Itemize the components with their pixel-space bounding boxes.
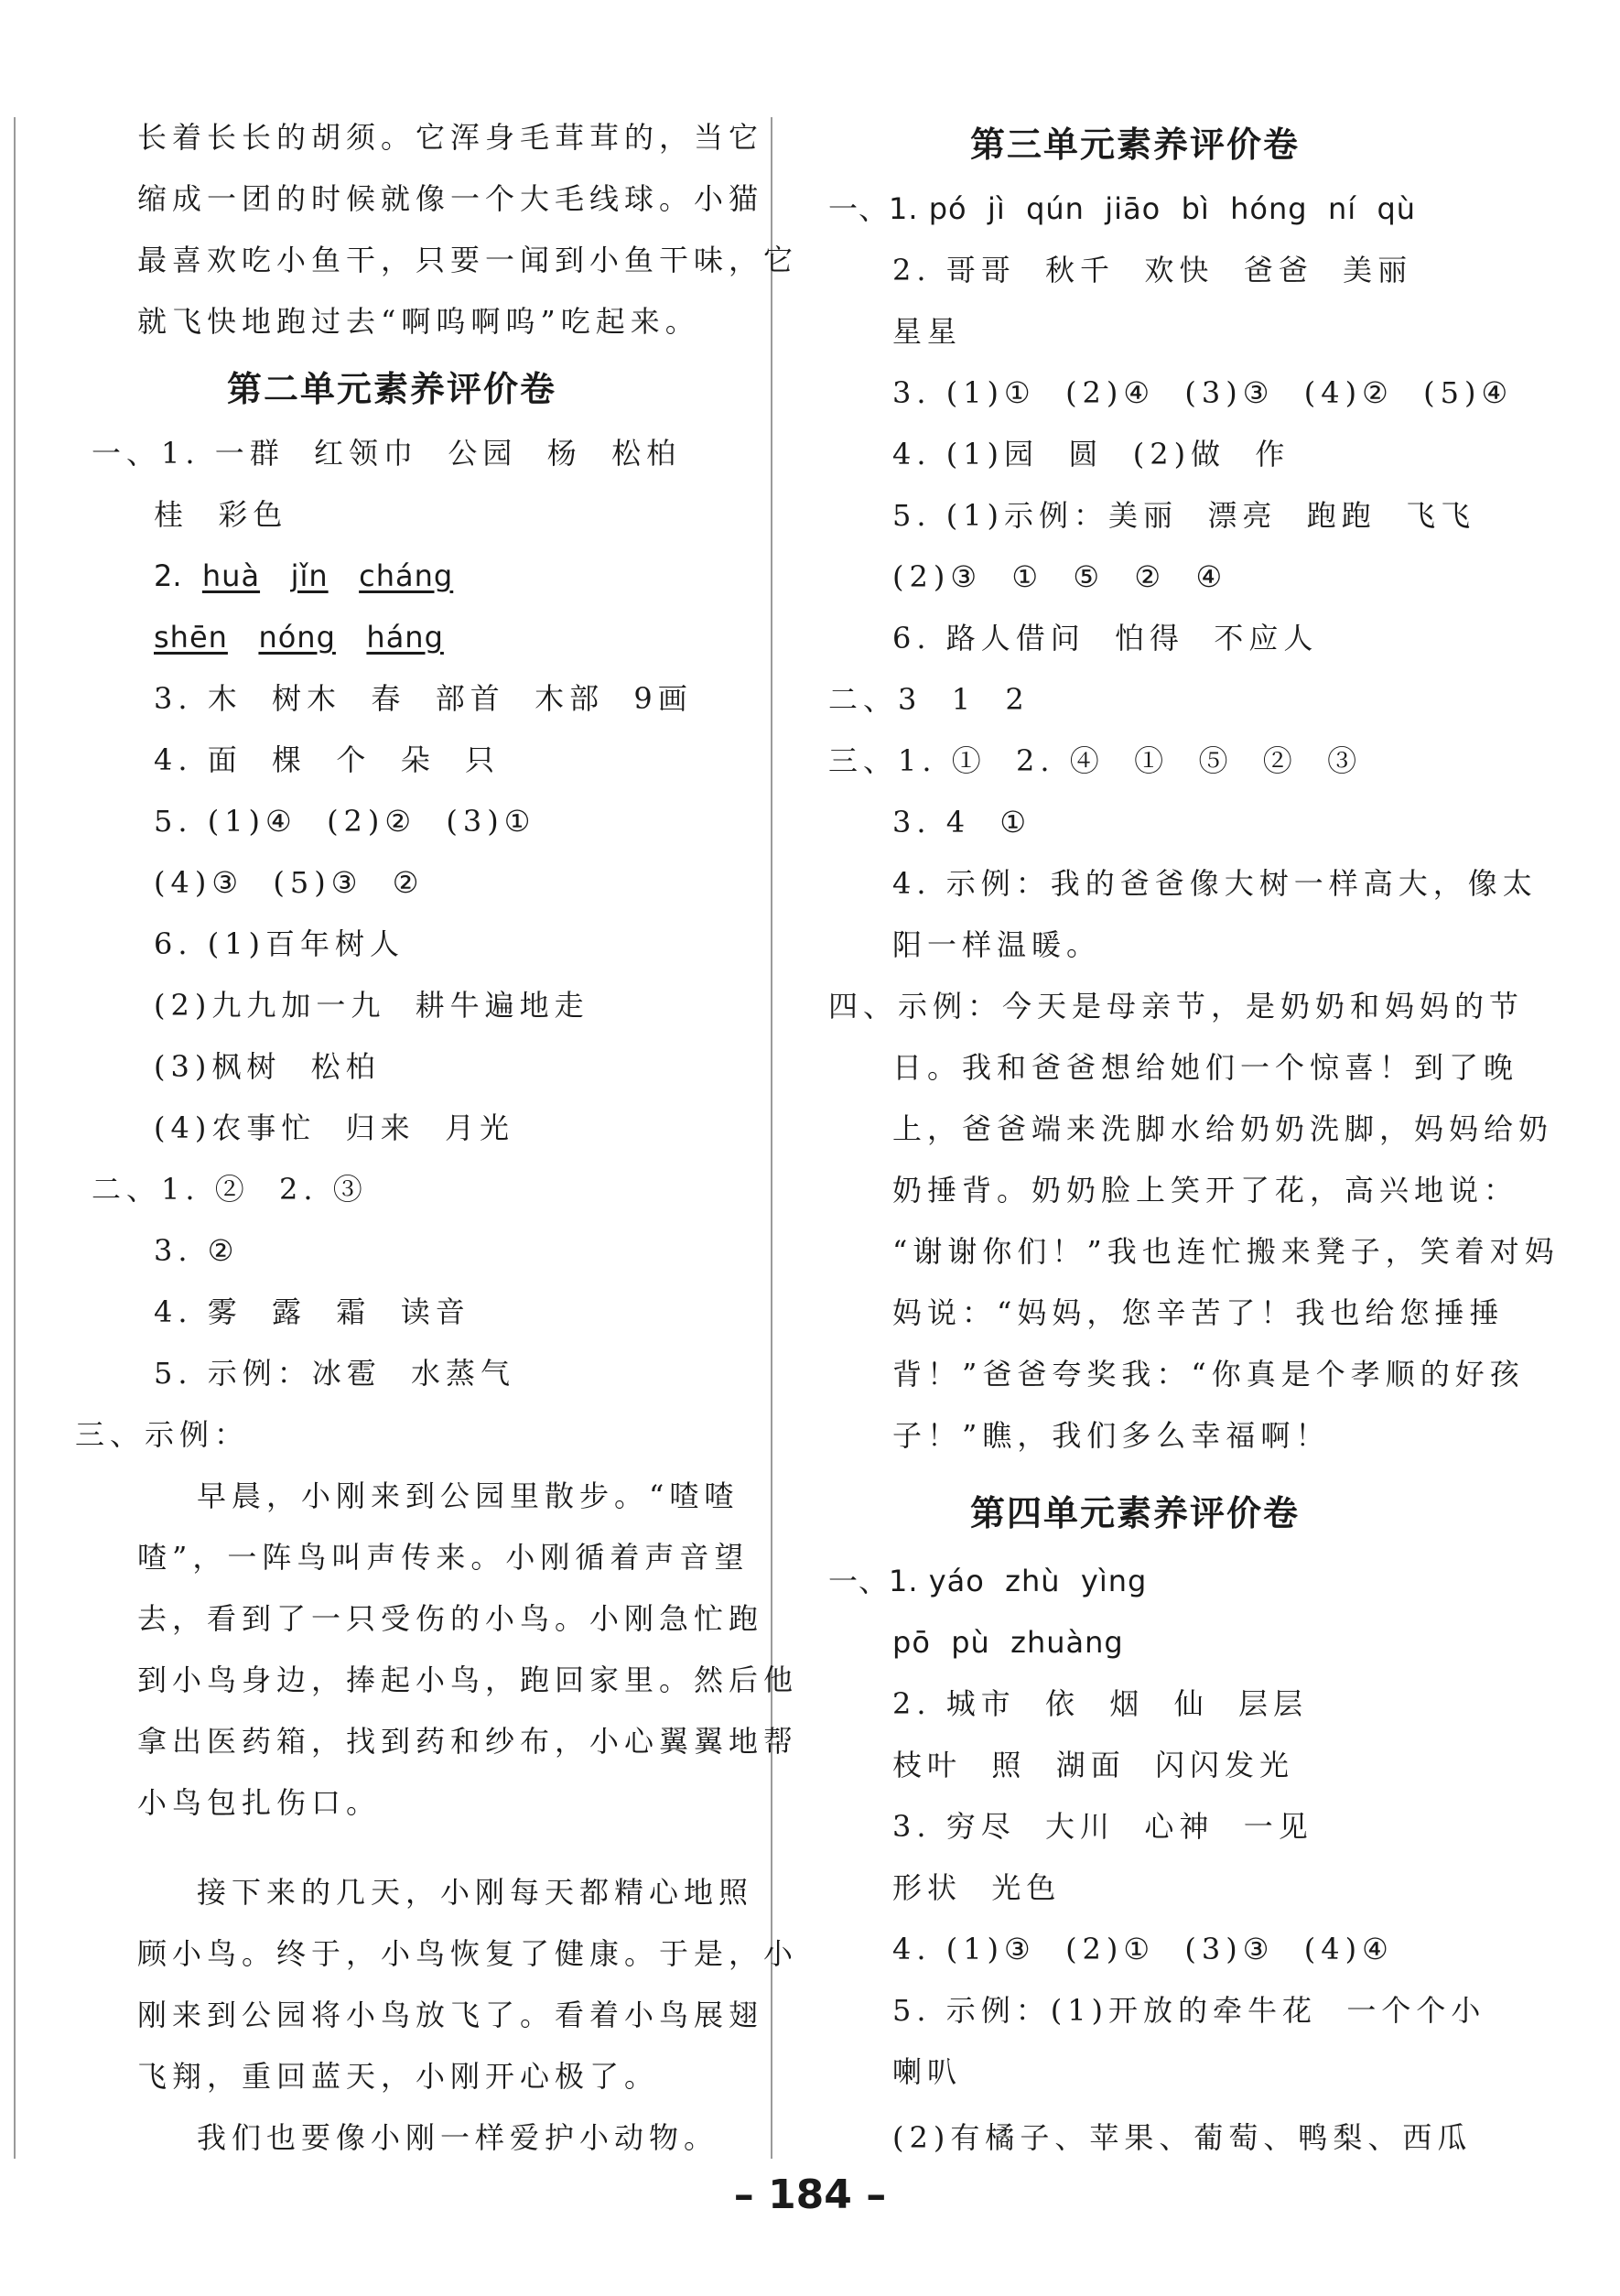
pinyin-line: 一、1. yáo zhù yìng	[828, 1564, 1148, 1598]
essay-line: 子！”瞧，我们多么幸福啊！	[892, 1418, 1331, 1453]
answer-line: 桂 彩色	[154, 497, 288, 532]
pinyin-line: 一、1. pó jì qún jiāo bì hóng ní qù	[828, 191, 1417, 226]
answer-line: 阳一样温暖。	[892, 927, 1102, 962]
intro-line: 就飞快地跑过去“啊呜啊呜”吃起来。	[137, 304, 700, 339]
essay-line: 飞翔，重回蓝天，小刚开心极了。	[137, 2059, 660, 2094]
answer-line: 5. (1)④ (2)② (3)①	[154, 804, 536, 839]
intro-line: 长着长长的胡须。它浑身毛茸茸的，当它	[137, 120, 764, 155]
pinyin: jǐn	[290, 558, 329, 593]
pinyin: huà	[201, 558, 261, 593]
pinyin: shēn	[154, 620, 228, 655]
answer-line: 形状 光色	[892, 1870, 1062, 1905]
essay-line: 日。我和爸爸想给她们一个惊喜！到了晚	[892, 1050, 1519, 1085]
unit3-title: 第三单元素养评价卷	[970, 125, 1301, 165]
answer-line: (2)九九加一九 耕牛遍地走	[154, 988, 589, 1023]
essay-line: 我们也要像小刚一样爱护小动物。	[197, 2120, 719, 2155]
answer-line: 2. 城市 依 烟 仙 层层	[892, 1686, 1309, 1721]
pinyin: cháng	[359, 558, 454, 593]
essay-line: 四、示例：今天是母亲节，是奶奶和妈妈的节	[828, 989, 1525, 1023]
answer-line: 4. (1)园 圆 (2)做 作	[892, 437, 1291, 471]
answer-line: 3. 穷尽 大川 心神 一见	[892, 1809, 1313, 1844]
essay-line: 喳”，一阵鸟叫声传来。小刚循着声音望	[137, 1540, 750, 1575]
answer-line: (3)枫树 松柏	[154, 1049, 381, 1084]
answer-line: 5. (1)示例：美丽 漂亮 跑跑 飞飞	[892, 498, 1476, 533]
essay-line: 去，看到了一只受伤的小鸟。小刚急忙跑	[137, 1601, 764, 1636]
essay-line: 到小鸟身边，捧起小鸟，跑回家里。然后他	[137, 1662, 799, 1697]
answer-line: (2)有橘子、苹果、葡萄、鸭梨、西瓜	[892, 2120, 1473, 2155]
pinyin: nóng	[258, 620, 336, 655]
answer-line: 星星	[892, 314, 963, 349]
essay-line: 妈说：“妈妈，您辛苦了！我也给您捶捶	[892, 1295, 1505, 1330]
pinyin-line	[154, 558, 453, 594]
essay-line: 拿出医药箱，找到药和纱布，小心翼翼地帮	[137, 1724, 799, 1759]
essay-line: 顾小鸟。终于，小鸟恢复了健康。于是，小	[137, 1936, 799, 1971]
answer-line: 二、1. ② 2. ③	[92, 1172, 368, 1207]
answer-line: 6. (1)百年树人	[154, 926, 405, 961]
pinyin-line: pō pù zhuàng	[892, 1625, 1124, 1660]
answer-line: 5. 示例：冰雹 水蒸气	[154, 1356, 516, 1391]
essay-line: 早晨，小刚来到公园里散步。“喳喳	[197, 1478, 740, 1513]
answer-line: 4. (1)③ (2)① (3)③ (4)④	[892, 1932, 1394, 1966]
answer-line: 3. 4 ①	[892, 805, 1032, 839]
essay-line: 接下来的几天，小刚每天都精心地照	[197, 1875, 754, 1910]
unit4-title: 第四单元素养评价卷	[970, 1493, 1301, 1533]
answer-line: 喇叭	[892, 2054, 963, 2089]
question-number: 2.	[154, 558, 182, 593]
answer-line: 5. 示例：(1)开放的牵牛花 一个个小	[892, 1993, 1486, 2028]
essay-line: 小鸟包扎伤口。	[137, 1785, 382, 1820]
left-margin-rule	[14, 117, 16, 2159]
answer-line: 4. 示例：我的爸爸像大树一样高大，像太	[892, 866, 1538, 901]
answer-line: (4)③ (5)③ ②	[154, 865, 425, 900]
essay-line: 刚来到公园将小鸟放飞了。看着小鸟展翅	[137, 1998, 764, 2032]
answer-line: 三、1. ① 2. ④ ① ⑤ ② ③	[828, 743, 1363, 778]
answer-line: (4)农事忙 归来 月光	[154, 1110, 515, 1145]
section-heading: 三、示例：	[75, 1417, 250, 1452]
answer-line: 枝叶 照 湖面 闪闪发光	[892, 1748, 1295, 1782]
answer-line: 3. (1)① (2)④ (3)③ (4)② (5)④	[892, 375, 1514, 410]
column-divider	[771, 117, 772, 2159]
answer-line: 3. 木 树木 春 部首 木部 9画	[154, 681, 693, 716]
essay-line: 上，爸爸端来洗脚水给奶奶洗脚，妈妈给奶	[892, 1111, 1554, 1146]
answer-line: (2)③ ① ⑤ ② ④	[892, 559, 1228, 594]
essay-line: “谢谢你们！”我也连忙搬来凳子，笑着对妈	[892, 1234, 1560, 1269]
pinyin: háng	[366, 620, 444, 655]
page-number: – 184 –	[733, 2171, 887, 2218]
answer-line: 一、1. 一群 红领巾 公园 杨 松柏	[92, 436, 682, 471]
essay-line: 背！”爸爸夸奖我：“你真是个孝顺的好孩	[892, 1357, 1525, 1392]
unit2-title: 第二单元素养评价卷	[227, 369, 557, 409]
intro-line: 缩成一团的时候就像一个大毛线球。小猫	[137, 181, 764, 216]
answer-line: 6. 路人借问 怕得 不应人	[892, 621, 1319, 655]
pinyin-line	[154, 619, 444, 655]
answer-line: 二、3 1 2	[828, 682, 1030, 717]
answer-line: 3. ②	[154, 1233, 240, 1268]
answer-line: 2. 哥哥 秋千 欢快 爸爸 美丽	[892, 253, 1413, 287]
answer-line: 4. 雾 露 霜 读音	[154, 1294, 470, 1329]
intro-line: 最喜欢吃小鱼干，只要一闻到小鱼干味，它	[137, 243, 799, 277]
answer-line: 4. 面 棵 个 朵 只	[154, 742, 501, 777]
essay-line: 奶捶背。奶奶脸上笑开了花，高兴地说：	[892, 1173, 1519, 1208]
